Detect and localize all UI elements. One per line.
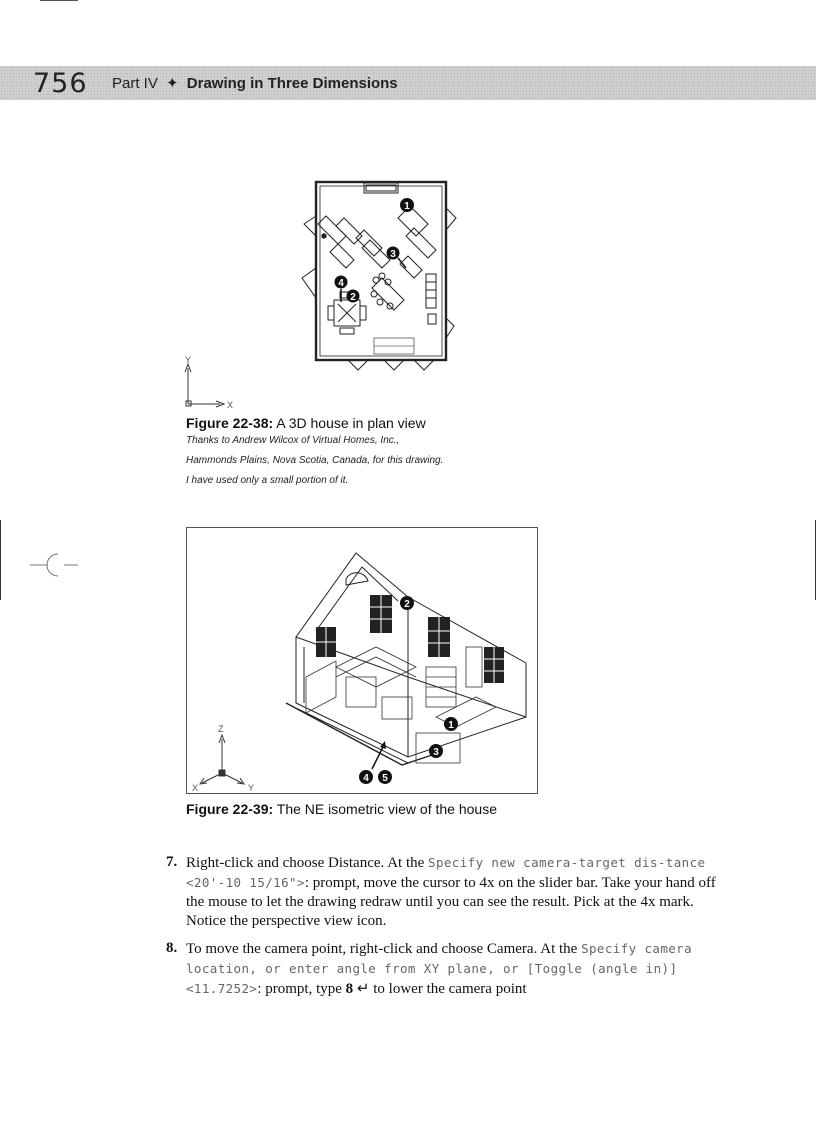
figure-22-39-caption bbox=[186, 801, 497, 817]
figure-22-38-caption bbox=[186, 415, 426, 431]
credit-line-3: I have used only a small portion of it. bbox=[186, 475, 349, 486]
step-list bbox=[166, 853, 726, 1007]
callout-2: 2 bbox=[350, 292, 356, 303]
part-label: Part IV bbox=[112, 75, 158, 92]
margin-mark-left bbox=[0, 520, 1, 600]
callout-4: 4 bbox=[363, 773, 369, 784]
step-number: 8. bbox=[166, 940, 178, 956]
part-title: Drawing in Three Dimensions bbox=[186, 75, 398, 92]
step-text: : prompt, type bbox=[257, 981, 346, 997]
credit-line-2: Hammonds Plains, Nova Scotia, Canada, for this drawing. bbox=[186, 455, 444, 466]
figure-22-39-title: The NE isometric view of the house bbox=[276, 801, 497, 817]
figure-22-38-title: A 3D house in plan view bbox=[276, 415, 426, 431]
top-rule bbox=[40, 0, 78, 1]
axis-z-label: Z bbox=[218, 724, 224, 734]
typed-input: 8 bbox=[345, 981, 354, 997]
enter-key-icon: ↵ bbox=[356, 981, 370, 997]
separator-icon: ✦ bbox=[166, 75, 179, 92]
running-header bbox=[112, 74, 398, 92]
step-text: to lower the camera point bbox=[369, 981, 527, 997]
ucs-icon-iso bbox=[200, 735, 244, 784]
figure-22-39-label: Figure 22-39: bbox=[186, 801, 274, 817]
callout-3: 3 bbox=[390, 249, 396, 260]
step-8 bbox=[166, 939, 726, 999]
callout-1: 1 bbox=[404, 201, 410, 212]
step-7 bbox=[166, 853, 726, 931]
command-prompt: Specify new camera-target dis-tance <20'-10 15/16"> bbox=[186, 855, 706, 890]
figure-isometric-view bbox=[186, 527, 538, 794]
axis-y-label: Y bbox=[248, 783, 255, 793]
callout-1: 1 bbox=[448, 720, 454, 731]
step-number: 7. bbox=[166, 854, 178, 870]
callout-5: 5 bbox=[382, 773, 388, 784]
figure-22-38-label: Figure 22-38: bbox=[186, 415, 274, 431]
step-text: : prompt, move the cursor to 4x on the slider bar. Take your hand off the mouse to let the drawing redraw until you can see the result. Pick at the 4x mark. Notice the perspective view icon. bbox=[186, 875, 716, 929]
ucs-icon-plan bbox=[180, 352, 250, 414]
step-text: Right-click and choose Distance. At the bbox=[186, 855, 429, 871]
axis-x-label: X bbox=[227, 400, 234, 410]
page-number: 756 bbox=[33, 68, 88, 99]
callout-2: 2 bbox=[404, 599, 410, 610]
callout-3: 3 bbox=[433, 747, 439, 758]
registration-mark-icon bbox=[28, 548, 80, 582]
command-prompt: Specify camera location, or enter angle from XY plane, or [Toggle (angle in)] <11.7252> bbox=[186, 941, 693, 996]
step-text: To move the camera point, right-click and choose Camera. At the bbox=[186, 941, 582, 957]
figure-plan-view bbox=[298, 178, 458, 373]
callout-4: 4 bbox=[338, 278, 344, 289]
axis-y-label: Y bbox=[185, 355, 192, 365]
axis-x-label: X bbox=[192, 783, 199, 793]
credit-line-1: Thanks to Andrew Wilcox of Virtual Homes, Inc., bbox=[186, 435, 400, 446]
